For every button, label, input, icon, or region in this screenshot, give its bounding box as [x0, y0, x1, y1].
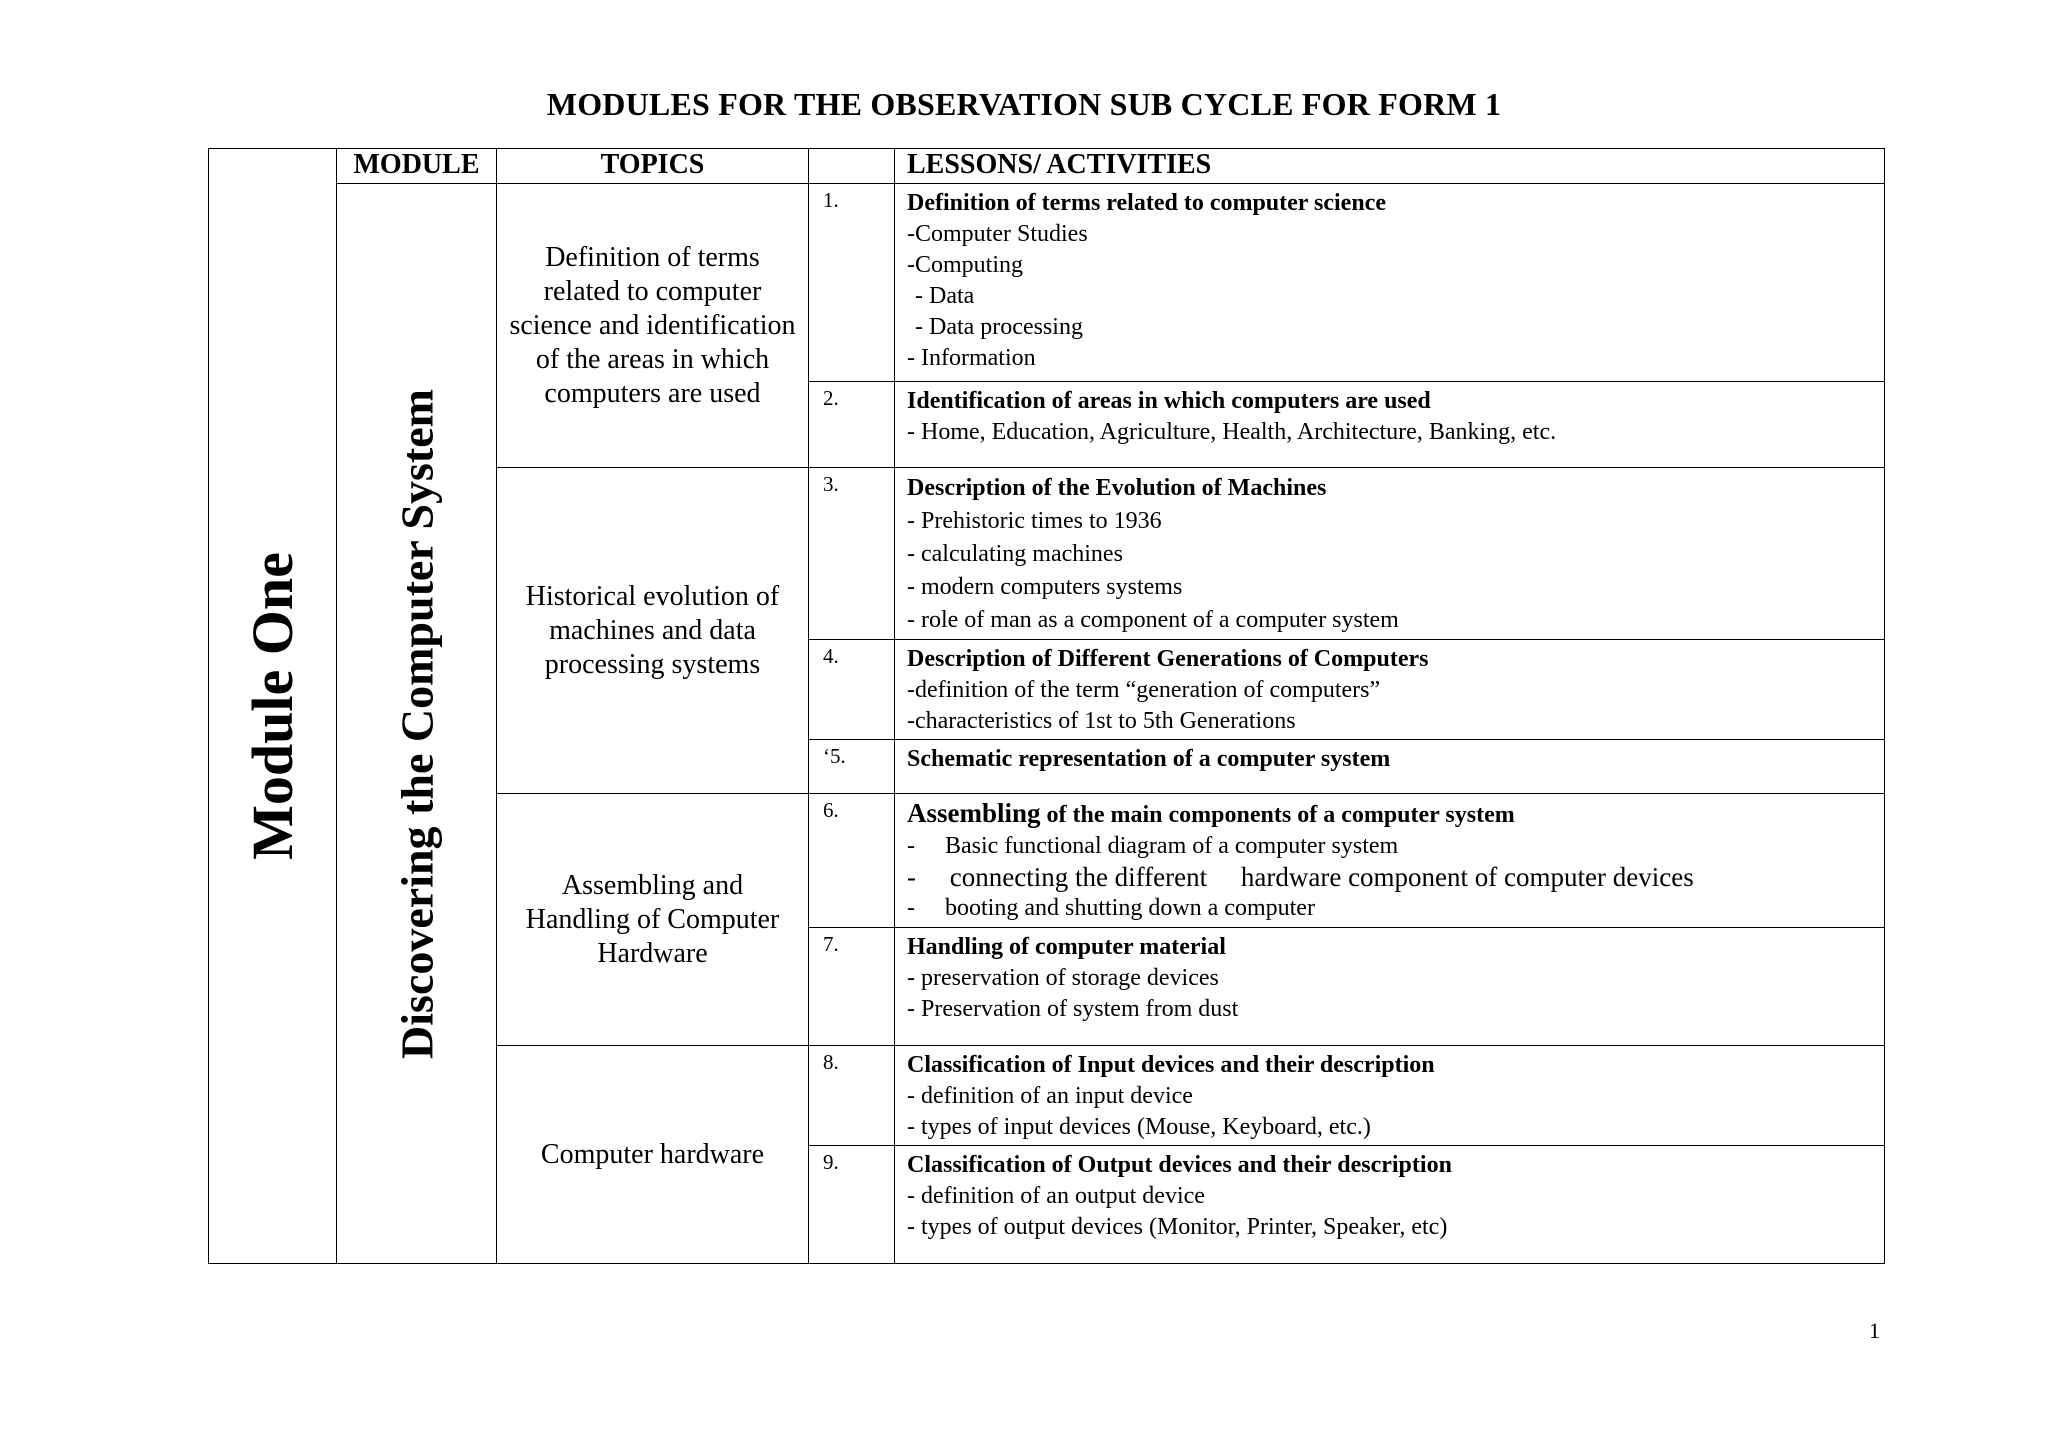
lesson-line: - Preservation of system from dust: [907, 996, 1239, 1022]
lesson-number: 1.: [809, 184, 895, 382]
lesson-title: of the main components of a computer system: [1040, 802, 1515, 828]
lesson-number: ‘5.: [809, 740, 895, 794]
lesson-line: - Data: [915, 283, 975, 309]
lesson-line: - definition of an input device: [907, 1083, 1193, 1109]
topic-cell: Assembling and Handling of Computer Hardware: [497, 794, 809, 1046]
page-number: 1: [1869, 1318, 1880, 1343]
lesson-title: Handling of computer material: [907, 934, 1226, 960]
lesson-line: - booting and shutting down a computer: [907, 895, 1315, 921]
header-lessons: LESSONS/ ACTIVITIES: [895, 149, 1885, 184]
lesson-line: - types of input devices (Mouse, Keyboard, etc.): [907, 1114, 1371, 1140]
module-title-cell: [337, 184, 497, 1264]
lesson-cell: [895, 928, 1885, 1046]
table-row: [209, 184, 1885, 382]
lesson-number: 3.: [809, 468, 895, 640]
lesson-line: - preservation of storage devices: [907, 965, 1219, 991]
module-label-cell: [209, 149, 337, 1264]
lesson-cell: [895, 1046, 1885, 1146]
lesson-cell: [895, 640, 1885, 740]
lesson-line: - Home, Education, Agriculture, Health, Architecture, Banking, etc.: [907, 419, 1557, 445]
topic-cell: Historical evolution of machines and data processing systems: [497, 468, 809, 794]
lesson-number: 9.: [809, 1146, 895, 1264]
module-label: Module One: [239, 552, 305, 860]
modules-table: [208, 148, 1885, 1264]
lesson-cell: [895, 794, 1885, 928]
topic-cell: Definition of terms related to computer science and identification of the areas in which computers are used: [497, 184, 809, 468]
lesson-line: - calculating machines: [907, 541, 1123, 567]
lesson-number: 7.: [809, 928, 895, 1046]
lesson-title: Description of Different Generations of Computers: [907, 646, 1429, 672]
header-module: MODULE: [337, 149, 497, 184]
module-title: Discovering the Computer System: [391, 388, 442, 1059]
lesson-line: -characteristics of 1st to 5th Generations: [907, 708, 1296, 734]
lesson-number: 4.: [809, 640, 895, 740]
lesson-line: - Basic functional diagram of a computer system: [907, 833, 1399, 859]
lesson-cell: [895, 184, 1885, 382]
lesson-cell: [895, 740, 1885, 794]
lesson-number: 6.: [809, 794, 895, 928]
lesson-line: - connecting the different hardware component of computer devices: [907, 862, 1694, 892]
lesson-cell: [895, 468, 1885, 640]
lesson-line: -Computer Studies: [907, 221, 1088, 247]
lesson-line: - Data processing: [915, 314, 1083, 340]
lesson-title: Description of the Evolution of Machines: [907, 475, 1327, 501]
lesson-title: Definition of terms related to computer science: [907, 190, 1386, 216]
lesson-line: - types of output devices (Monitor, Printer, Speaker, etc): [907, 1214, 1448, 1240]
lesson-title: Classification of Input devices and their description: [907, 1052, 1435, 1078]
lesson-line: - Information: [907, 345, 1036, 371]
lesson-title: Classification of Output devices and their description: [907, 1152, 1452, 1178]
lesson-line: - modern computers systems: [907, 574, 1183, 600]
lesson-cell: [895, 1146, 1885, 1264]
page-title: MODULES FOR THE OBSERVATION SUB CYCLE FOR FORM 1: [546, 86, 1502, 122]
lesson-number: 8.: [809, 1046, 895, 1146]
lesson-line: -definition of the term “generation of computers”: [907, 677, 1381, 703]
lesson-title: Schematic representation of a computer system: [907, 746, 1391, 772]
lesson-cell: [895, 382, 1885, 468]
lesson-number: 2.: [809, 382, 895, 468]
lesson-line: - role of man as a component of a computer system: [907, 607, 1399, 633]
lesson-title-lead: Assembling: [907, 798, 1041, 828]
lesson-title: Identification of areas in which computers are used: [907, 388, 1431, 414]
lesson-line: - Prehistoric times to 1936: [907, 508, 1162, 534]
topic-cell: Computer hardware: [497, 1046, 809, 1264]
lesson-line: -Computing: [907, 252, 1024, 278]
header-row: [209, 149, 1885, 184]
header-topics: TOPICS: [497, 149, 809, 184]
lesson-line: - definition of an output device: [907, 1183, 1205, 1209]
